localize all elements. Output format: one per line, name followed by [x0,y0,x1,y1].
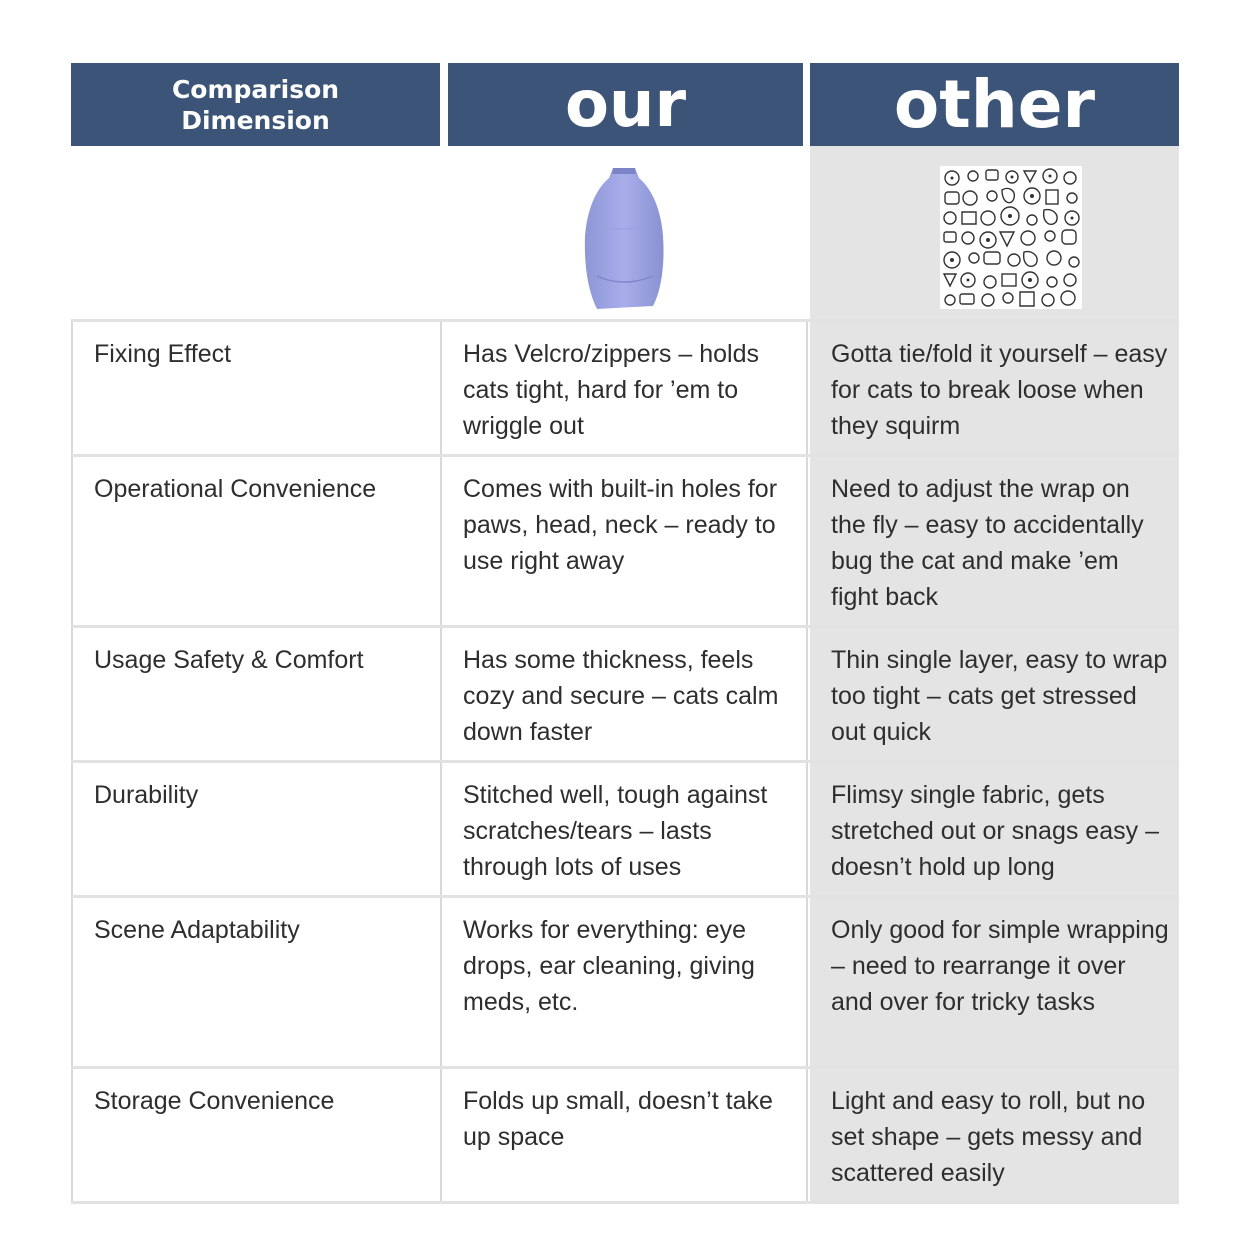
row-storage-convenience-dimension: Storage Convenience [94,1087,335,1115]
grid-line-row0 [71,319,1179,322]
row-fixing-effect-our: Has Velcro/zippers – holds cats tight, hard for ’em to wriggle out [463,340,759,440]
header-dimension-line2: Dimension [181,105,330,135]
grid-line-row3 [71,760,1179,763]
header-other: other [810,63,1179,146]
other-product-image [940,166,1082,309]
header-our: our [448,63,803,146]
row-operational-convenience-other: Need to adjust the wrap on the fly – easy to accidentally bug the cat and make ’em fight back [831,475,1144,611]
grid-line-row1 [71,454,1179,457]
row-fixing-effect-dimension: Fixing Effect [94,340,232,368]
row-usage-safety-other: Thin single layer, easy to wrap too tight – cats get stressed out quick [831,646,1168,746]
row-scene-adaptability-dimension: Scene Adaptability [94,916,300,944]
header-comparison-dimension [71,63,440,146]
row-storage-convenience-our: Folds up small, doesn’t take up space [463,1087,773,1151]
row-scene-adaptability-other: Only good for simple wrapping – need to rearrange it over and over for tricky tasks [831,916,1169,1016]
grid-line-row4 [71,895,1179,898]
our-product-image [583,166,665,311]
row-durability-other: Flimsy single fabric, gets stretched out or snags easy – doesn’t hold up long [831,781,1159,881]
row-operational-convenience-our: Comes with built-in holes for paws, head, neck – ready to use right away [463,475,778,575]
row-durability-dimension: Durability [94,781,199,809]
row-operational-convenience-dimension: Operational Convenience [94,475,377,503]
row-usage-safety-our: Has some thickness, feels cozy and secure – cats calm down faster [463,646,779,746]
row-usage-safety-dimension: Usage Safety & Comfort [94,646,364,674]
row-scene-adaptability-our: Works for everything: eye drops, ear cleaning, giving meds, etc. [463,916,755,1016]
grid-line-row2 [71,625,1179,628]
row-fixing-effect-other: Gotta tie/fold it yourself – easy for cats to break loose when they squirm [831,340,1168,440]
grid-line-row6 [71,1201,1179,1204]
grid-line-row5 [71,1066,1179,1069]
row-storage-convenience-other: Light and easy to roll, but no set shape – gets messy and scattered easily [831,1087,1146,1187]
header-dimension-line1: Comparison [171,74,340,104]
row-durability-our: Stitched well, tough against scratches/tears – lasts through lots of uses [463,781,768,881]
